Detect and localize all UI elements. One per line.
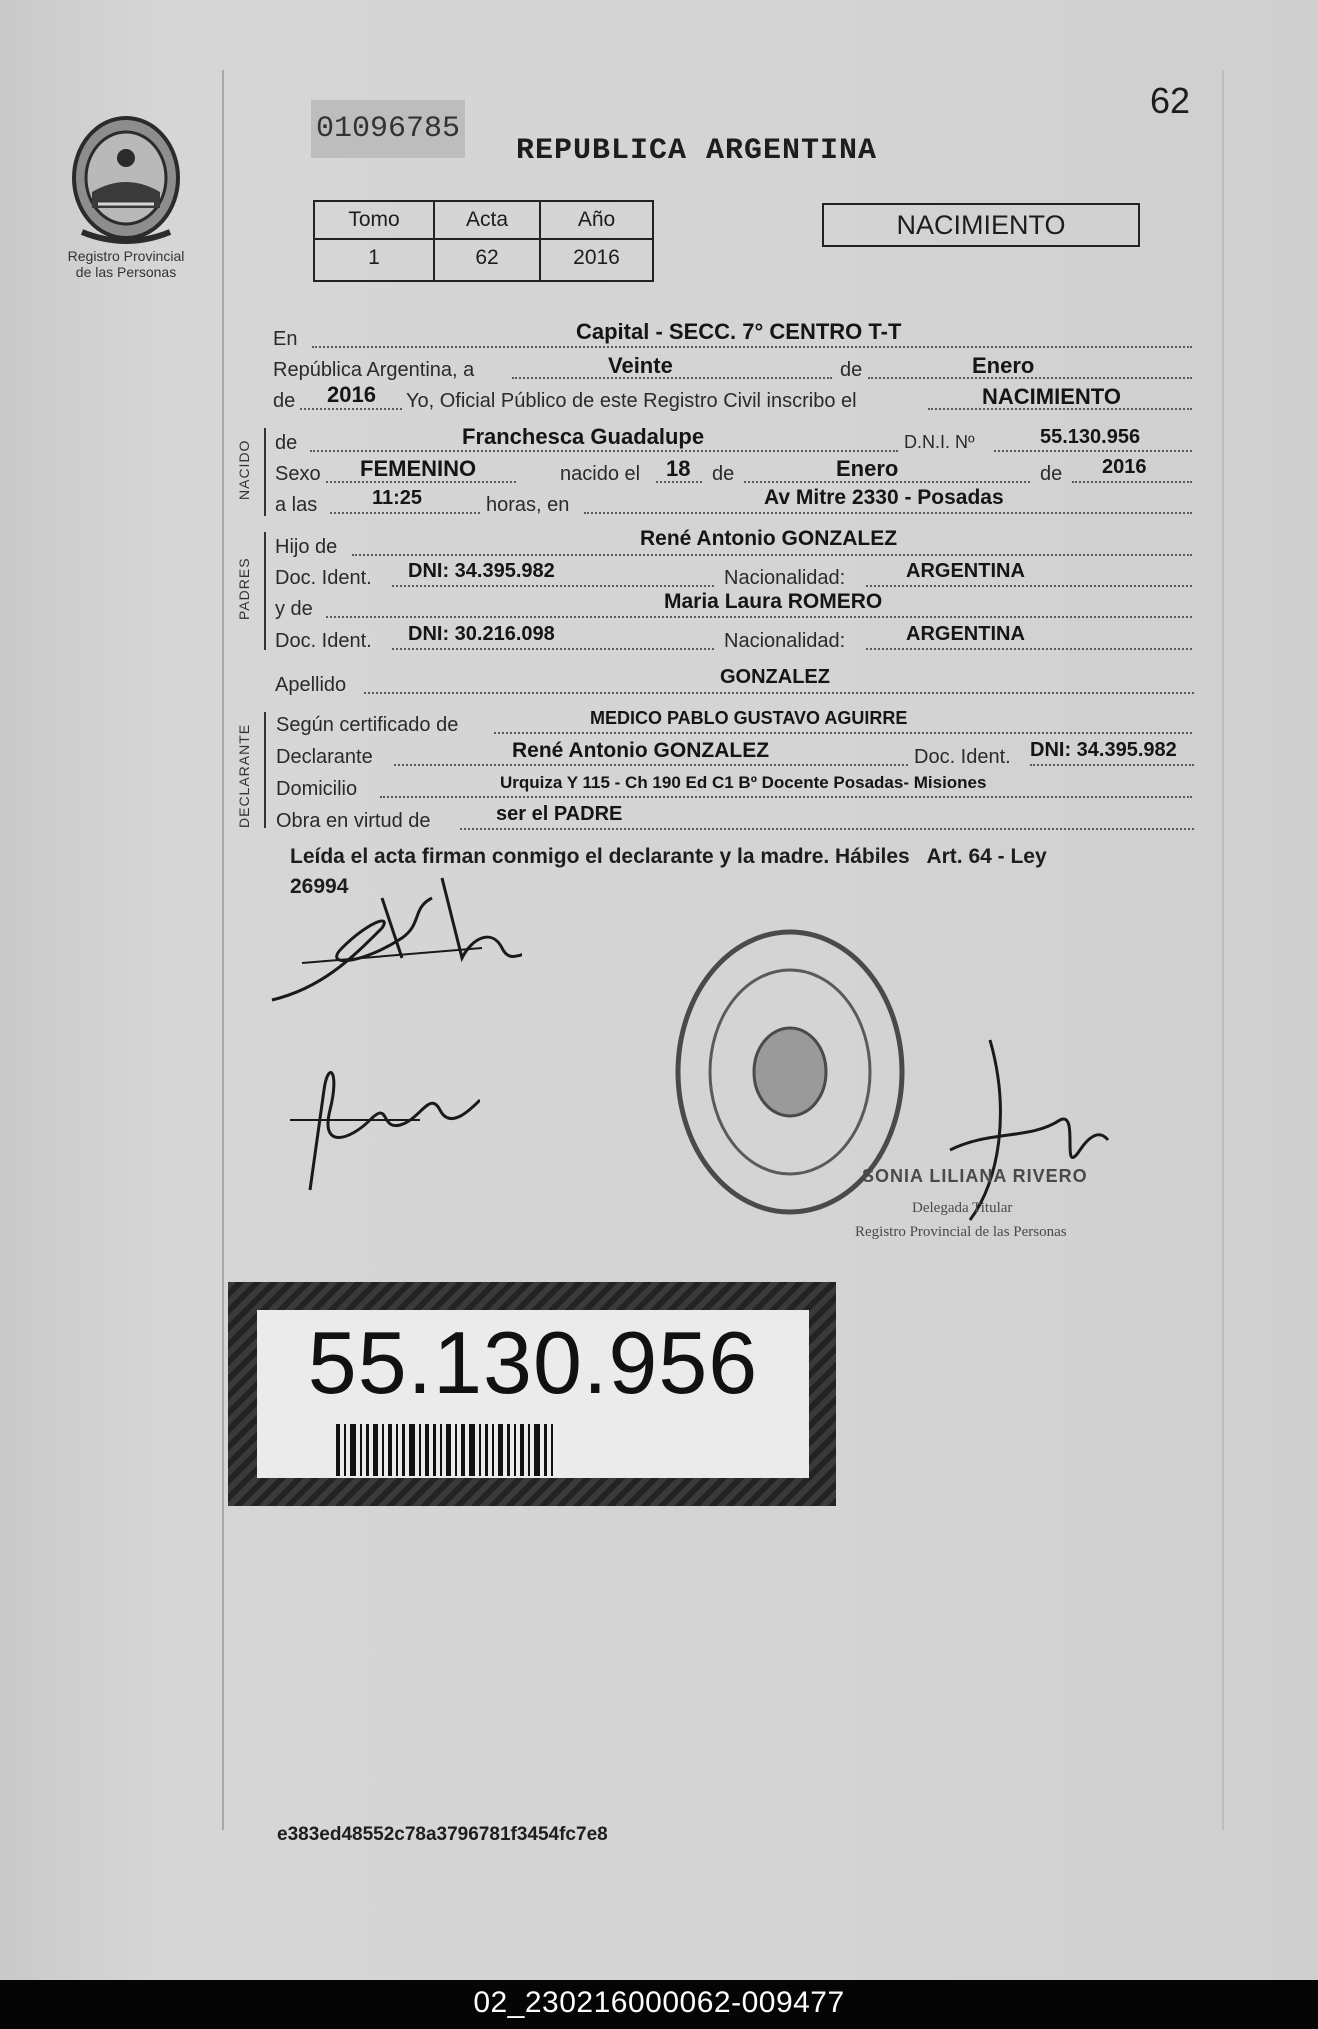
label-declarante: Declarante: [276, 746, 373, 768]
barcode-bar: [485, 1424, 488, 1476]
label-dni-no: D.N.I. Nº: [904, 432, 975, 452]
barcode-bar: [520, 1424, 524, 1476]
table-header-anio: Año: [539, 200, 654, 240]
barcode-bar: [440, 1424, 442, 1476]
value-lugar: Capital - SECC. 7° CENTRO T-T: [576, 319, 902, 344]
registry-logo: [62, 112, 190, 246]
value-padre: René Antonio GONZALEZ: [640, 527, 898, 550]
barcode-bar: [498, 1424, 503, 1476]
value-declarante-dni: DNI: 34.395.982: [1030, 739, 1177, 761]
label-domicilio: Domicilio: [276, 778, 358, 800]
label-nacionalidad-2: Nacionalidad:: [724, 630, 846, 652]
value-padre-dni: DNI: 34.395.982: [408, 560, 555, 582]
value-obra: ser el PADRE: [496, 803, 623, 825]
coat-of-arms-icon: [62, 112, 190, 246]
label-republica: República Argentina, a: [273, 359, 475, 381]
dotted-line: [994, 450, 1192, 452]
label-obra: Obra en virtud de: [276, 810, 431, 832]
barcode-bar: [373, 1424, 378, 1476]
section-label-padres: PADRES: [236, 557, 252, 620]
barcode-bar: [382, 1424, 384, 1476]
label-en: En: [273, 328, 298, 350]
page-number: 62: [1150, 80, 1191, 121]
table-value-acta: 62: [433, 238, 541, 282]
value-sexo: FEMENINO: [360, 456, 477, 481]
value-certificado: MEDICO PABLO GUSTAVO AGUIRRE: [590, 708, 908, 728]
dotted-line: [584, 512, 1192, 514]
barcode-label: [257, 1310, 809, 1478]
value-dia-nac: 18: [666, 456, 691, 481]
closing-text-line1: Leída el acta firman conmigo el declarante y la madre. Hábiles Art. 64 - Ley: [290, 845, 1047, 868]
barcode-bar: [433, 1424, 436, 1476]
document-hash: e383ed48552c78a3796781f3454fc7e8: [277, 1824, 608, 1845]
dotted-line: [364, 692, 1194, 694]
value-tipo: NACIMIENTO: [982, 384, 1121, 409]
value-apellido: GONZALEZ: [720, 666, 830, 688]
dotted-line: [866, 648, 1192, 650]
label-yo-oficial: Yo, Oficial Público de este Registro Civil inscribo el: [406, 390, 857, 412]
barcode-bar: [402, 1424, 405, 1476]
barcode-bar: [455, 1424, 457, 1476]
barcode-bar: [514, 1424, 516, 1476]
label-nacionalidad-1: Nacionalidad:: [724, 567, 846, 589]
record-type-box: NACIMIENTO: [822, 203, 1140, 247]
official-office: Registro Provincial de las Personas: [855, 1224, 1067, 1240]
barcode-bar: [544, 1424, 547, 1476]
barcode-bar: [366, 1424, 369, 1476]
value-domicilio: Urquiza Y 115 - Ch 190 Ed C1 Bº Docente Posadas- Misiones: [500, 773, 987, 792]
label-sexo: Sexo: [275, 463, 321, 485]
serial-stamp: [311, 100, 465, 158]
dotted-line: [326, 616, 1192, 618]
label-doc-ident-1: Doc. Ident.: [275, 567, 372, 589]
dotted-line: [380, 796, 1192, 798]
dotted-line: [394, 764, 908, 766]
barcode-bar: [350, 1424, 356, 1476]
barcode-bar: [534, 1424, 540, 1476]
label-segun-cert: Según certificado de: [276, 714, 459, 736]
value-madre-nac: ARGENTINA: [906, 623, 1025, 645]
dotted-line: [866, 585, 1192, 587]
value-nombre: Franchesca Guadalupe: [462, 424, 705, 449]
label-doc-ident-decl: Doc. Ident.: [914, 746, 1011, 768]
dotted-line: [352, 554, 1192, 556]
signature-madre: [280, 1030, 480, 1200]
section-label-declarante: DECLARANTE: [236, 723, 252, 828]
barcode-bar: [479, 1424, 481, 1476]
barcode-bar: [360, 1424, 362, 1476]
value-mes-nac: Enero: [836, 456, 899, 481]
barcode-bar: [492, 1424, 494, 1476]
value-madre: Maria Laura ROMERO: [664, 590, 883, 613]
logo-caption-line1: Registro Provincial: [67, 248, 185, 264]
label-de-2: de: [273, 390, 296, 412]
label-de-1: de: [840, 359, 863, 381]
dotted-line: [310, 450, 898, 452]
label-apellido: Apellido: [275, 674, 347, 696]
label-de-anio: de: [1040, 463, 1063, 485]
dotted-line: [1072, 481, 1192, 483]
dotted-line: [392, 585, 714, 587]
barcode-sticker: [228, 1282, 836, 1506]
signature-declarante: [262, 868, 522, 1008]
label-y-de: y de: [275, 598, 313, 620]
barcode-bar: [469, 1424, 475, 1476]
dotted-line: [330, 512, 480, 514]
logo-caption: [56, 248, 196, 280]
logo-caption-line2: de las Personas: [75, 264, 177, 280]
barcode-bars: [336, 1424, 726, 1476]
label-horas-en: horas, en: [486, 494, 570, 516]
closing-text-line2: 26994: [290, 875, 349, 898]
table-value-anio: 2016: [539, 238, 654, 282]
value-anio-nac: 2016: [1102, 456, 1147, 478]
barcode-bar: [419, 1424, 421, 1476]
dotted-line: [494, 732, 1192, 734]
dotted-line: [312, 346, 1192, 348]
section-divider-nacido: [264, 428, 266, 516]
value-padre-nac: ARGENTINA: [906, 560, 1025, 582]
dotted-line: [392, 648, 714, 650]
page-title: REPUBLICA ARGENTINA: [516, 134, 878, 168]
official-name: SONIA LILIANA RIVERO: [862, 1166, 1088, 1186]
section-label-nacido: NACIDO: [236, 439, 252, 500]
barcode-number: 55.130.956: [307, 1313, 759, 1412]
value-dia: Veinte: [608, 353, 673, 378]
section-divider-declarante: [264, 712, 266, 828]
value-declarante: René Antonio GONZALEZ: [512, 739, 770, 762]
value-madre-dni: DNI: 30.216.098: [408, 623, 555, 645]
label-a-las: a las: [275, 494, 318, 516]
value-dni: 55.130.956: [1040, 426, 1141, 448]
value-lugar-nac: Av Mitre 2330 - Posadas: [764, 486, 1004, 509]
label-hijo-de: Hijo de: [275, 536, 338, 558]
footer-id: 02_230216000062-009477: [473, 1986, 845, 2019]
value-hora: 11:25: [372, 487, 423, 509]
value-mes: Enero: [972, 353, 1035, 378]
barcode-bar: [461, 1424, 465, 1476]
barcode-bar: [446, 1424, 451, 1476]
dotted-line: [1030, 764, 1194, 766]
barcode-bar: [336, 1424, 340, 1476]
label-doc-ident-2: Doc. Ident.: [275, 630, 372, 652]
barcode-bar: [388, 1424, 392, 1476]
barcode-bar: [507, 1424, 510, 1476]
section-divider-padres: [264, 532, 266, 650]
label-nacido-el: nacido el: [560, 463, 641, 485]
barcode-bar: [551, 1424, 553, 1476]
barcode-bar: [528, 1424, 530, 1476]
label-de-mes: de: [712, 463, 735, 485]
dotted-line: [300, 408, 402, 410]
dotted-line: [460, 828, 1194, 830]
label-de-nombre: de: [275, 432, 298, 454]
value-anio-acta: 2016: [327, 382, 376, 407]
serial-stamp-text: 01096785: [315, 112, 461, 146]
official-role: Delegada Titular: [912, 1200, 1013, 1216]
table-header-tomo: Tomo: [313, 200, 435, 240]
barcode-bar: [409, 1424, 415, 1476]
barcode-bar: [396, 1424, 398, 1476]
barcode-bar: [344, 1424, 346, 1476]
barcode-bar: [425, 1424, 429, 1476]
table-value-tomo: 1: [313, 238, 435, 282]
table-header-acta: Acta: [433, 200, 541, 240]
